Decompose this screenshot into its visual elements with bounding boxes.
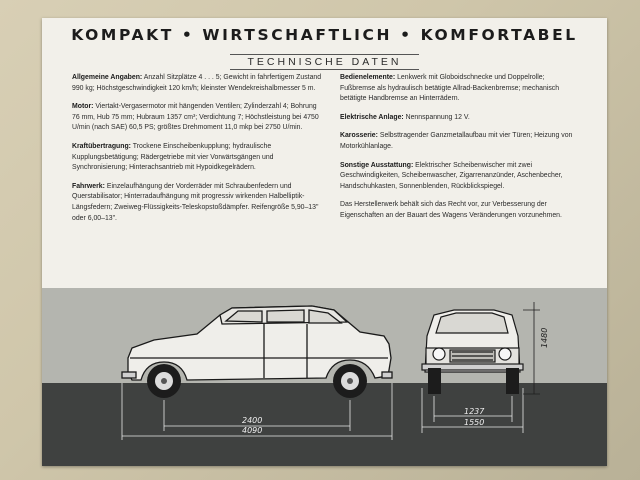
spec-kraftuebertragung (72, 142, 322, 174)
headline: KOMPAKT • WIRTSCHAFTLICH • KOMFORTABEL (71, 26, 578, 44)
subheadline-wrap (42, 52, 607, 70)
dim-width: 1550 (464, 418, 485, 427)
side-front-wheel (147, 364, 181, 398)
spec-text: Lenkwerk mit Globoidschnecke und Doppelrolle; Fußbremse als hydraulisch betätigte Allrad-Backenbremse; mechanisch betätigte Handbremse an Hinterrädern. (340, 74, 560, 103)
spec-text: Trockene Einscheibenkupplung; hydraulische Kupplungsbetätigung; Rädergetriebe mit vier Vorwärtsgängen und Synchronisierung; Hinterachsantrieb mit Hypoidkegelrädern. (72, 142, 274, 172)
dim-height: 1480 (540, 327, 549, 348)
spec-karosserie (340, 131, 578, 152)
manufacturer-disclaimer (340, 200, 578, 221)
right-spec-column (340, 73, 578, 230)
front-right-wheel (506, 368, 519, 394)
spec-label: Kraftübertragung: (72, 142, 131, 150)
spec-label: Allgemeine Angaben: (72, 74, 143, 81)
spec-text: Elektrischer Scheibenwischer mit zwei Geschwindigkeiten, Scheibenwascher, Zigarrenanzünder, Aschenbecher, Handschuhkasten, Sonnenblenden, Rückblickspiegel. (340, 161, 563, 190)
front-left-wheel (428, 368, 441, 394)
spec-allgemeine (72, 73, 322, 94)
spec-text: Nennspannung 12 V. (405, 113, 470, 121)
brochure-sheet (42, 18, 607, 466)
dim-wheelbase: 2400 (242, 416, 263, 425)
spec-label: Fahrwerk: (72, 182, 105, 190)
side-rear-wheel (333, 364, 367, 398)
spec-label: Motor: (72, 103, 94, 111)
spec-text: Selbsttragender Ganzmetallaufbau mit vier Türen; Heizung von Motorkühlanlage. (340, 132, 573, 150)
spec-label: Elektrische Anlage: (340, 113, 404, 121)
height-dimension-line (523, 302, 540, 394)
left-spec-column (72, 73, 322, 232)
spec-text: Anzahl Sitzplätze 4 . . . 5; Gewicht in fahrfertigem Zustand 990 kg; Höchstgeschwindigkeit 120 km/h; kleinster Wendekreishalbmesser 5 m. (72, 74, 322, 92)
spec-bedienelemente (340, 73, 578, 105)
disclaimer-text: Das Herstellerwerk behält sich das Recht vor, zur Verbesserung der Eigenschaften an der Bauart des Wagens Veränderungen vorzunehmen. (340, 201, 562, 219)
spec-label: Karosserie: (340, 132, 378, 140)
spec-sonstige-ausstattung (340, 161, 578, 193)
spec-text: Einzelaufhängung der Vorderräder mit Schraubenfedern und Querstabilisator; Hinterradaufhängung mit progressiv wirkenden Halbelliptik-Längsfedern; Zweiweg-Flüssigkeits-Teleskopstoßdämpfer. Reifengröße 5,90–13" oder 6,00–13". (72, 182, 319, 222)
spec-text: Viertakt-Vergasermotor mit hängenden Ventilen; Zylinderzahl 4; Bohrung 76 mm, Hub 75 mm; Hubraum 1357 cm³; Verdichtung 7; Höchstleistung bei 4750 U/min (nach SAE) 60,5 PS; größtes Drehmoment 11,0 mkp bei 2750 U/min. (72, 103, 319, 132)
car-technical-drawing (42, 288, 607, 466)
dim-track: 1237 (464, 407, 485, 416)
spec-fahrwerk (72, 182, 322, 224)
subheadline: TECHNISCHE DATEN (230, 54, 420, 70)
spec-label: Bedienelemente: (340, 74, 396, 81)
dim-length: 4090 (242, 426, 263, 435)
spec-motor (72, 102, 322, 134)
spec-label: Sonstige Ausstattung: (340, 161, 414, 169)
car-front-view (422, 310, 523, 372)
spec-elektrische-anlage (340, 113, 578, 124)
